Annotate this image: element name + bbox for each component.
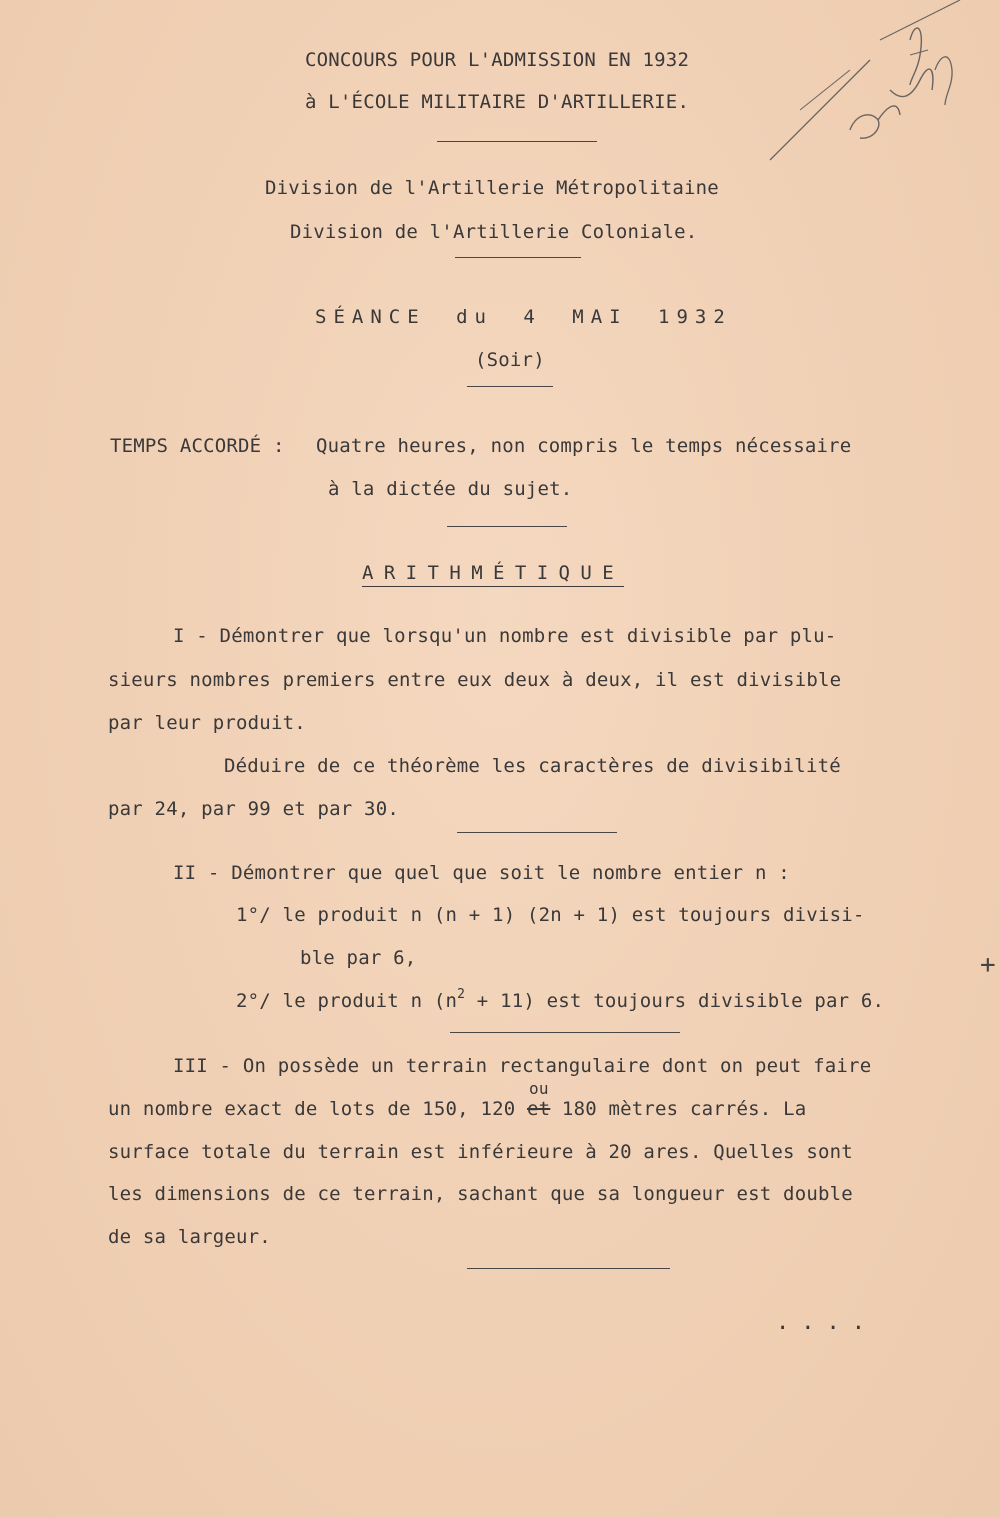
header-line-2: à L'ÉCOLE MILITAIRE D'ARTILLERIE. <box>305 91 690 113</box>
temps-text-1: Quatre heures, non compris le temps nécessaire <box>316 435 852 457</box>
divider <box>450 1032 680 1033</box>
problem3-line-2-pre: un nombre exact de lots de 150, 120 <box>108 1098 528 1120</box>
divider <box>437 141 597 142</box>
divider <box>467 1268 670 1269</box>
problem3-line-4: les dimensions de ce terrain, sachant que sa longueur est double <box>108 1183 853 1205</box>
header-line-1: CONCOURS POUR L'ADMISSION EN 1932 <box>305 49 690 71</box>
struck-word: et <box>527 1098 551 1120</box>
subject-title <box>362 561 624 585</box>
problem1-line-3: par leur produit. <box>108 712 306 734</box>
division-line-2: Division de l'Artillerie Coloniale. <box>290 221 698 243</box>
problem2-line-3: ble par 6, <box>300 947 417 969</box>
exponent: 2 <box>457 987 466 1002</box>
temps-label: TEMPS ACCORDÉ : <box>110 435 285 457</box>
problem1-line-4: Déduire de ce théorème les caractères de divisibilité <box>224 755 841 777</box>
problem1-line-2: sieurs nombres premiers entre eux deux à deux, il est divisible <box>108 669 842 691</box>
problem2-line-4 <box>236 989 884 1016</box>
problem2-line-4-pre: 2°/ le produit n (n <box>236 990 458 1012</box>
subject-title-text: ARITHMÉTIQUE <box>362 562 624 587</box>
problem3-line-2-post: 180 mètres carrés. La <box>550 1098 807 1120</box>
problem3-line-5: de sa largeur. <box>108 1226 271 1248</box>
problem1-line-1: I - Démontrer que lorsqu'un nombre est divisible par plu- <box>173 625 837 647</box>
correction-insert: ou <box>529 1079 549 1098</box>
problem3-line-1: III - On possède un terrain rectangulaire dont on peut faire <box>173 1055 872 1077</box>
handwritten-signature <box>760 0 1000 190</box>
problem3-line-3: surface totale du terrain est inférieure à 20 ares. Quelles sont <box>108 1141 853 1163</box>
problem2-line-2: 1°/ le produit n (n + 1) (2n + 1) est toujours divisi- <box>236 904 865 926</box>
seance-date: SÉANCE du 4 MAI 1932 <box>315 306 732 328</box>
seance-time: (Soir) <box>475 349 545 371</box>
divider <box>455 257 581 258</box>
divider <box>447 526 567 527</box>
divider <box>467 386 553 387</box>
divider <box>457 832 617 833</box>
problem2-line-4-post: + 11) est toujours divisible par 6. <box>465 990 885 1012</box>
margin-plus-mark: + <box>980 950 996 980</box>
correction <box>527 1079 551 1121</box>
problem1-line-5: par 24, par 99 et par 30. <box>108 798 399 820</box>
problem2-line-1: II - Démontrer que quel que soit le nombre entier n : <box>173 862 790 884</box>
problem3-line-2 <box>108 1079 807 1121</box>
continuation-dots: .... <box>776 1310 877 1335</box>
division-line-1: Division de l'Artillerie Métropolitaine <box>265 177 719 199</box>
temps-text-2: à la dictée du sujet. <box>328 478 573 500</box>
